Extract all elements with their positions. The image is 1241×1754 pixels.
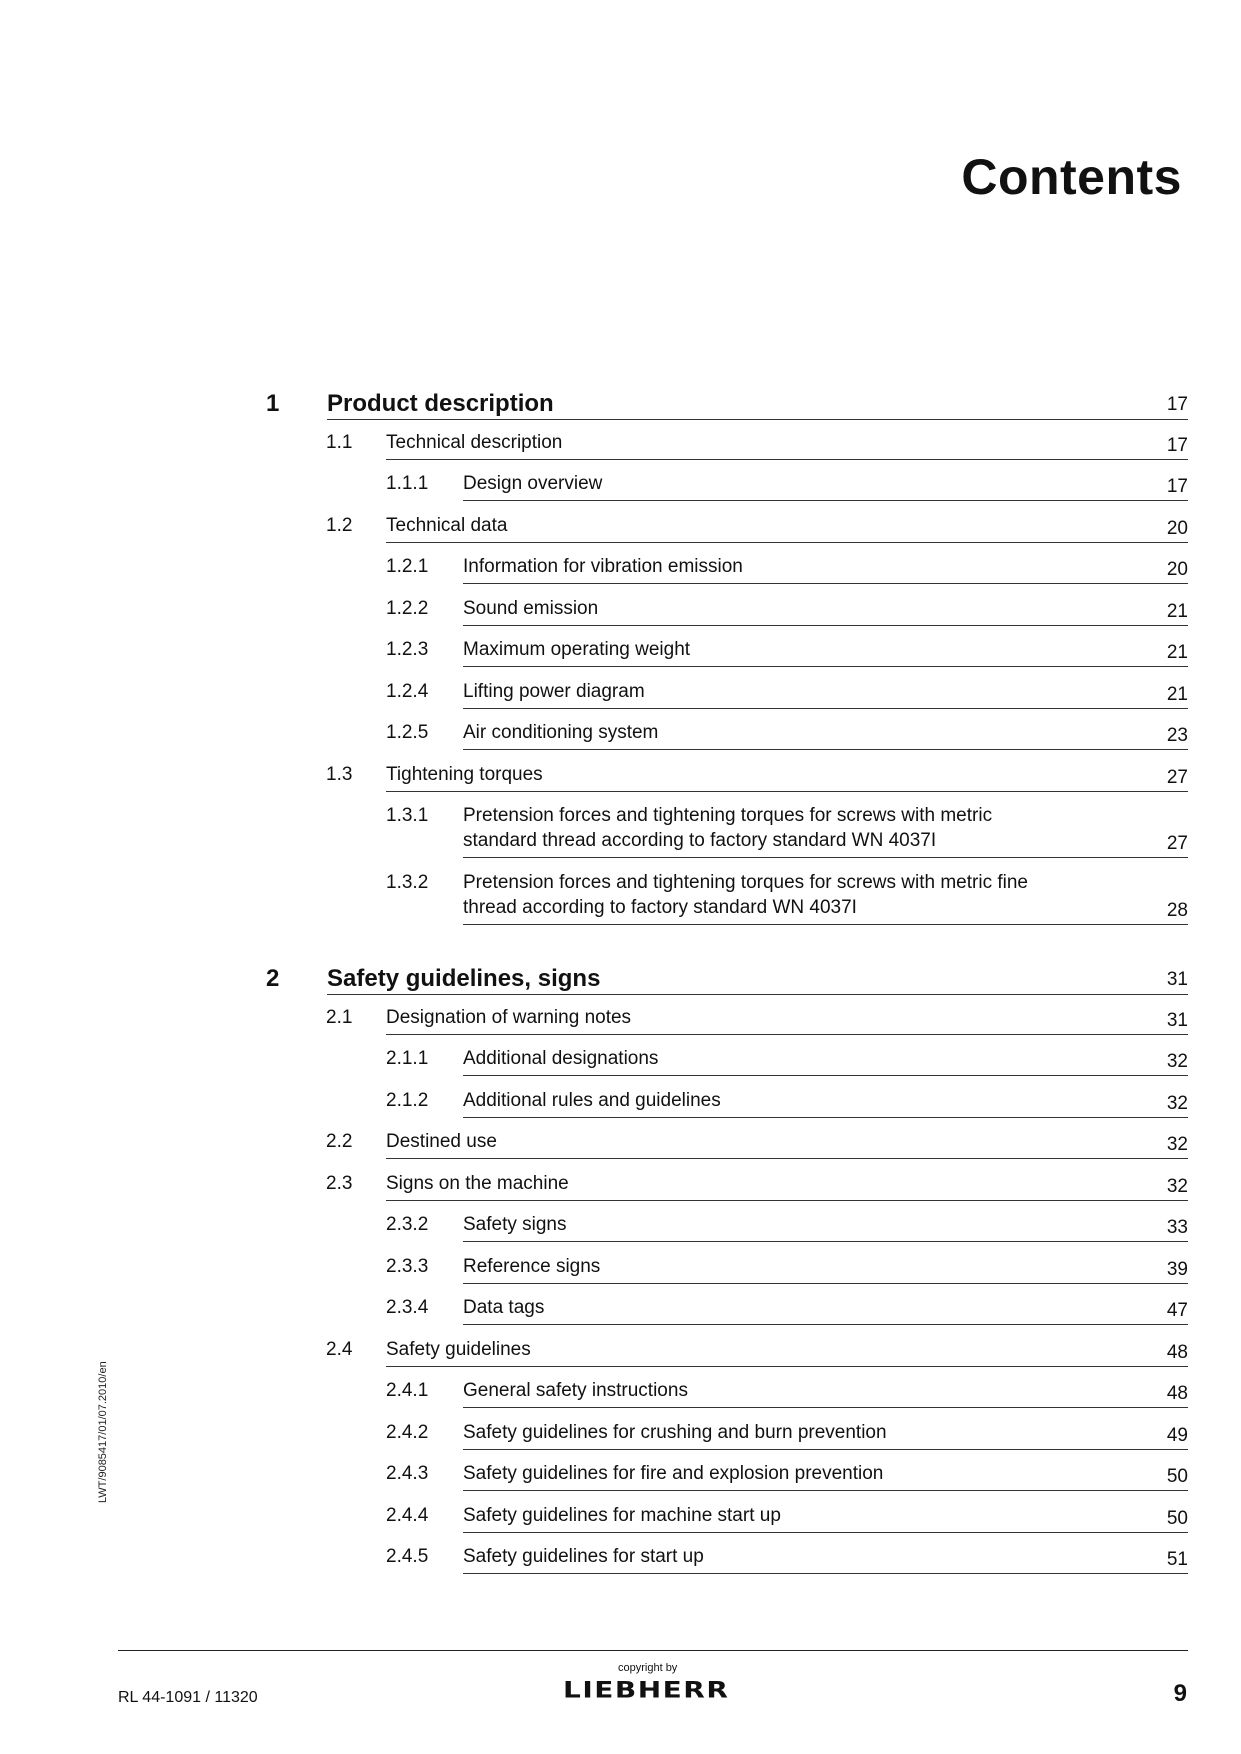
liebherr-logo: LIEBHERR bbox=[563, 1677, 730, 1703]
toc-entry-number: 2.1.1 bbox=[386, 1048, 429, 1069]
toc-entry-rule bbox=[463, 708, 1188, 709]
toc-entry-rule bbox=[386, 1034, 1188, 1035]
toc-entry-page: 23 bbox=[1166, 725, 1188, 746]
toc-entry-number: 1.2.3 bbox=[386, 639, 429, 660]
page-number: 9 bbox=[1173, 1680, 1187, 1707]
toc-entry-number: 2.4.1 bbox=[386, 1380, 429, 1401]
toc-entry-page: 32 bbox=[1166, 1092, 1188, 1114]
toc-entry-rule bbox=[386, 1158, 1188, 1159]
footer-divider bbox=[118, 1650, 1188, 1651]
toc-entry-title: Additional designations bbox=[463, 1048, 659, 1069]
page-title: Contents bbox=[961, 149, 1182, 205]
chapter-page: 31 bbox=[1166, 969, 1188, 990]
toc-entry-number: 1.2 bbox=[326, 514, 353, 536]
toc-entry-number: 1.3.2 bbox=[386, 871, 429, 893]
toc-entry-rule bbox=[463, 1573, 1188, 1574]
toc-entry-number: 1.2.4 bbox=[386, 680, 429, 702]
toc-entry-number: 2.3.2 bbox=[386, 1214, 429, 1235]
toc-entry-page: 32 bbox=[1166, 1134, 1188, 1155]
toc-entry-page: 17 bbox=[1166, 434, 1188, 456]
toc-entry-number: 1.2.1 bbox=[386, 556, 429, 577]
toc-entry-rule bbox=[463, 1075, 1188, 1076]
toc-entry-rule bbox=[463, 1117, 1188, 1118]
toc-entry-rule bbox=[463, 1241, 1188, 1242]
toc-entry-page: 31 bbox=[1166, 1009, 1188, 1031]
toc-entry-rule bbox=[386, 1366, 1188, 1367]
toc-entry-title: Destined use bbox=[386, 1131, 497, 1152]
toc-entry-title: Safety guidelines bbox=[386, 1338, 531, 1360]
toc-entry-title: Data tags bbox=[463, 1297, 545, 1318]
toc-entry-number: 2.4.4 bbox=[386, 1504, 429, 1526]
toc-entry-page: 21 bbox=[1166, 600, 1188, 622]
toc-entry-title: Safety guidelines for machine start up bbox=[463, 1504, 781, 1526]
chapter-number: 2 bbox=[266, 965, 280, 992]
chapter-title: Product description bbox=[327, 390, 554, 417]
toc-entry-number: 2.4.2 bbox=[386, 1421, 429, 1443]
toc-entry-title: Technical data bbox=[386, 514, 508, 536]
toc-entry-page: 50 bbox=[1166, 1466, 1188, 1487]
toc-entry-title: Safety guidelines for start up bbox=[463, 1546, 704, 1567]
toc-entry-number: 2.4.5 bbox=[386, 1546, 429, 1567]
chapter-rule bbox=[327, 419, 1188, 420]
toc-entry-number: 2.1 bbox=[326, 1006, 353, 1028]
chapter-page: 17 bbox=[1166, 394, 1188, 415]
toc-entry-page: 49 bbox=[1166, 1424, 1188, 1446]
toc-entry-number: 2.1.2 bbox=[386, 1089, 429, 1111]
toc-entry-title: thread according to factory standard WN 4037I bbox=[463, 896, 857, 918]
toc-entry-page: 50 bbox=[1166, 1507, 1188, 1529]
toc-entry-title: Pretension forces and tightening torques for screws with metric fine bbox=[463, 871, 1028, 893]
toc-entry-rule bbox=[463, 1283, 1188, 1284]
toc-entry-number: 2.4 bbox=[326, 1338, 353, 1360]
toc-entry-page: 47 bbox=[1166, 1300, 1188, 1321]
toc-entry-rule bbox=[463, 583, 1188, 584]
toc-entry-page: 21 bbox=[1166, 683, 1188, 705]
chapter-rule bbox=[327, 994, 1188, 995]
toc-entry-page: 28 bbox=[1166, 899, 1188, 921]
toc-entry-number: 2.3.4 bbox=[386, 1297, 429, 1318]
toc-entry-title: Air conditioning system bbox=[463, 722, 659, 743]
toc-entry-rule bbox=[386, 791, 1188, 792]
toc-entry-title: Safety guidelines for fire and explosion prevention bbox=[463, 1463, 884, 1484]
toc-entry-rule bbox=[463, 1324, 1188, 1325]
toc-entry-number: 1.2.5 bbox=[386, 722, 429, 743]
toc-entry-rule bbox=[463, 1532, 1188, 1533]
toc-entry-number: 1.3 bbox=[326, 763, 353, 785]
toc-entry-number: 2.3.3 bbox=[386, 1255, 429, 1277]
footer-doc-id: RL 44-1091 / 11320 bbox=[118, 1689, 258, 1706]
toc-entry-number: 1.2.2 bbox=[386, 597, 429, 619]
toc-entry-rule bbox=[463, 666, 1188, 667]
toc-entry-rule bbox=[463, 1490, 1188, 1491]
chapter-number: 1 bbox=[266, 390, 280, 417]
toc-entry-page: 20 bbox=[1166, 559, 1188, 580]
toc-entry-number: 2.4.3 bbox=[386, 1463, 429, 1484]
toc-entry-title: Technical description bbox=[386, 431, 563, 453]
toc-entry-title: Information for vibration emission bbox=[463, 556, 743, 577]
toc-entry-page: 17 bbox=[1166, 476, 1188, 497]
toc-entry-page: 32 bbox=[1166, 1175, 1188, 1197]
toc-entry-page: 48 bbox=[1166, 1383, 1188, 1404]
toc-entry-title: Safety guidelines for crushing and burn prevention bbox=[463, 1421, 887, 1443]
toc-entry-page: 21 bbox=[1166, 642, 1188, 663]
toc-entry-title: Pretension forces and tightening torques for screws with metric bbox=[463, 805, 993, 826]
toc-entry-title: Sound emission bbox=[463, 597, 599, 619]
toc-entry-title: Maximum operating weight bbox=[463, 639, 691, 660]
toc-entry-rule bbox=[463, 857, 1188, 858]
toc-entry-rule bbox=[463, 924, 1188, 925]
toc-entry-title: Signs on the machine bbox=[386, 1172, 569, 1194]
toc-entry-rule bbox=[386, 1200, 1188, 1201]
toc-entry-title: Tightening torques bbox=[386, 763, 543, 785]
toc-entry-number: 1.3.1 bbox=[386, 805, 429, 826]
toc-entry-page: 20 bbox=[1166, 517, 1188, 539]
toc-entry-rule bbox=[463, 1449, 1188, 1450]
copyright-label: copyright by bbox=[618, 1662, 678, 1674]
toc-entry-rule bbox=[463, 625, 1188, 626]
toc-entry-number: 2.2 bbox=[326, 1131, 353, 1152]
toc-entry-title: Reference signs bbox=[463, 1255, 601, 1277]
toc-entry-title: Design overview bbox=[463, 473, 603, 494]
toc-entry-title: General safety instructions bbox=[463, 1380, 688, 1401]
toc-entry-rule bbox=[386, 542, 1188, 543]
toc-entry-rule bbox=[463, 749, 1188, 750]
toc-entry-rule bbox=[463, 500, 1188, 501]
toc-entry-page: 33 bbox=[1166, 1217, 1188, 1238]
toc-entry-number: 1.1 bbox=[326, 431, 353, 453]
toc-entry-page: 48 bbox=[1166, 1341, 1188, 1363]
toc-entry-rule bbox=[386, 459, 1188, 460]
chapter-title: Safety guidelines, signs bbox=[327, 965, 601, 992]
toc-entry-page: 51 bbox=[1166, 1549, 1188, 1570]
toc-entry-number: 2.3 bbox=[326, 1172, 353, 1194]
toc-entry-number: 1.1.1 bbox=[386, 473, 429, 494]
toc-entry-title: Lifting power diagram bbox=[463, 680, 645, 702]
toc-entry-page: 27 bbox=[1166, 833, 1188, 854]
toc-entry-rule bbox=[463, 1407, 1188, 1408]
toc-entry-title: Designation of warning notes bbox=[386, 1006, 632, 1028]
toc-entry-page: 27 bbox=[1166, 766, 1188, 788]
toc-entry-title: Safety signs bbox=[463, 1214, 567, 1235]
toc-entry-page: 32 bbox=[1166, 1051, 1188, 1072]
toc-entry-title: standard thread according to factory standard WN 4037I bbox=[463, 830, 937, 851]
toc-entry-title: Additional rules and guidelines bbox=[463, 1089, 721, 1111]
toc-entry-page: 39 bbox=[1166, 1258, 1188, 1280]
document-reference: LWT/9085417/01/07.2010/en bbox=[97, 1361, 109, 1503]
